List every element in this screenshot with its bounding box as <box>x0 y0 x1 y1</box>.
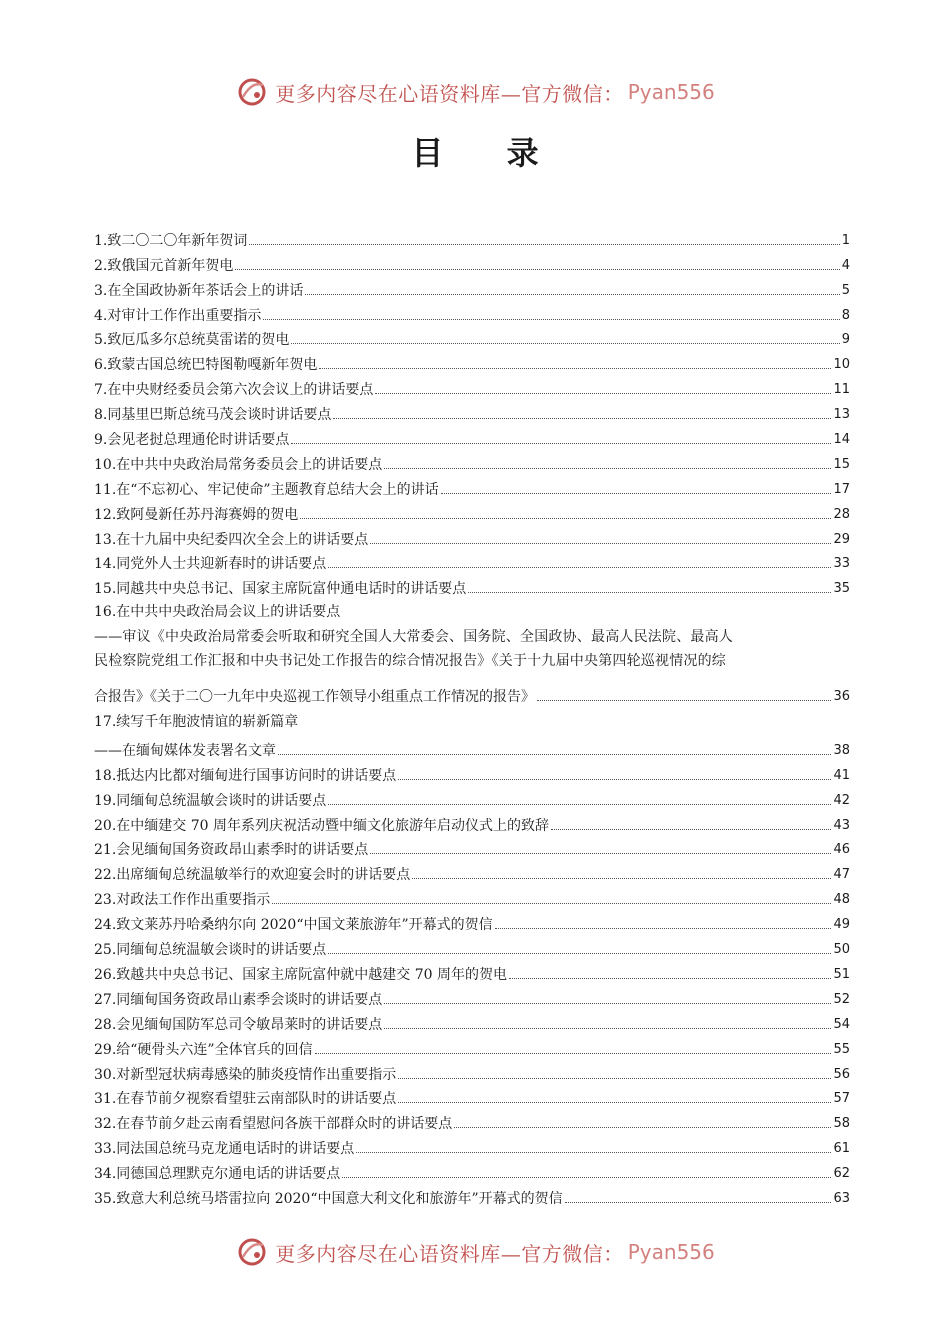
toc-entry-title: 20.在中缅建交 70 周年系列庆祝活动暨中缅文化旅游年启动仪式上的致辞 <box>94 817 549 834</box>
toc-entry-title: 10.在中共中央政治局常务委员会上的讲话要点 <box>94 456 383 473</box>
toc-entry[interactable] <box>94 549 850 574</box>
toc-page-number: 49 <box>833 917 850 933</box>
toc-entry[interactable] <box>94 785 850 810</box>
toc-page-number: 4 <box>841 257 850 273</box>
toc-entry[interactable] <box>94 1183 850 1208</box>
toc-entry[interactable] <box>94 1133 850 1158</box>
leader-dots <box>454 1127 831 1128</box>
leader-dots <box>398 1078 831 1079</box>
toc-page-number: 62 <box>833 1166 850 1182</box>
leader-dots <box>328 953 831 954</box>
leader-dots <box>495 928 832 929</box>
toc-entry-title: 3.在全国政协新年茶话会上的讲话 <box>94 282 304 299</box>
toc-page-number: 41 <box>833 767 850 783</box>
toc-entry[interactable] <box>94 474 850 499</box>
toc-entry[interactable] <box>94 681 850 706</box>
toc-entry[interactable] <box>94 524 850 549</box>
leader-dots <box>370 543 831 544</box>
toc-page-number: 47 <box>833 867 850 883</box>
toc-entry-title: 28.会见缅甸国防军总司令敏昂莱时的讲话要点 <box>94 1016 383 1033</box>
toc-entry[interactable] <box>94 275 850 300</box>
toc-entry[interactable] <box>94 884 850 909</box>
toc-entry-title: 18.抵达内比都对缅甸进行国事访问时的讲话要点 <box>94 767 397 784</box>
toc-entry[interactable] <box>94 1158 850 1183</box>
leader-dots <box>375 393 831 394</box>
toc-page-number: 5 <box>841 282 850 298</box>
toc-entry[interactable] <box>94 1009 850 1034</box>
toc-entry-title: 19.同缅甸总统温敏会谈时的讲话要点 <box>94 792 327 809</box>
toc-entry-title: 22.出席缅甸总统温敏举行的欢迎宴会时的讲话要点 <box>94 867 411 884</box>
toc-entry-17-subtitle: ——在缅甸媒体发表署名文章 <box>94 742 276 759</box>
toc-page-number: 52 <box>833 991 850 1007</box>
toc-entry[interactable] <box>94 810 850 835</box>
leader-dots <box>384 1003 831 1004</box>
toc-page-number: 29 <box>833 531 850 547</box>
leader-dots <box>509 978 831 979</box>
toc-entry[interactable] <box>94 735 850 760</box>
toc-page-number: 61 <box>833 1141 850 1157</box>
toc-entry-title: 13.在十九届中央纪委四次全会上的讲话要点 <box>94 531 369 548</box>
toc-page-number: 42 <box>833 792 850 808</box>
toc-page-number: 38 <box>833 742 850 758</box>
leader-dots <box>291 343 839 344</box>
watermark-id: Pyan556 <box>627 1240 715 1264</box>
leader-dots <box>356 1152 831 1153</box>
watermark-id: Pyan556 <box>627 80 715 104</box>
leader-dots <box>278 754 831 755</box>
watermark-text: 更多内容尽在心语资料库—官方微信： <box>275 1241 624 1266</box>
toc-entry-title: 34.同德国总理默克尔通电话的讲话要点 <box>94 1166 341 1183</box>
toc-entry[interactable] <box>94 499 850 524</box>
toc-entry-16-last-line: 合报告》《关于二〇一九年中央巡视工作领导小组重点工作情况的报告》 <box>94 689 535 706</box>
toc-entry-16-line2: 民检察院党组工作汇报和中央书记处工作报告的综合情况报告》《关于十九届中央第四轮巡视情况的综 <box>94 653 726 670</box>
toc-entry[interactable] <box>94 934 850 959</box>
toc-entry-title: 7.在中央财经委员会第六次会议上的讲话要点 <box>94 382 374 399</box>
leader-dots <box>272 903 831 904</box>
toc-entry-title: 30.对新型冠状病毒感染的肺炎疫情作出重要指示 <box>94 1066 397 1083</box>
toc-page-number: 28 <box>833 506 850 522</box>
toc-entry-title: 26.致越共中央总书记、国家主席阮富仲就中越建交 70 周年的贺电 <box>94 966 507 983</box>
toc-page-number: 54 <box>833 1016 850 1032</box>
toc-entry-title: 23.对政法工作作出重要指示 <box>94 892 271 909</box>
leader-dots <box>319 368 831 369</box>
toc-entry[interactable] <box>94 1034 850 1059</box>
toc-entry[interactable] <box>94 1059 850 1084</box>
leader-dots <box>291 443 831 444</box>
watermark-banner-top <box>0 72 950 112</box>
toc-entry[interactable] <box>94 760 850 785</box>
toc-entry-title: 27.同缅甸国务资政昂山素季会谈时的讲话要点 <box>94 991 383 1008</box>
toc-entry[interactable] <box>94 1108 850 1133</box>
toc-page-number: 17 <box>833 481 850 497</box>
toc-entry[interactable] <box>94 374 850 399</box>
toc-entry-title: 5.致厄瓜多尔总统莫雷诺的贺电 <box>94 332 290 349</box>
leader-dots <box>441 493 832 494</box>
leader-dots <box>370 853 831 854</box>
toc-entry[interactable] <box>94 859 850 884</box>
toc-page-number: 15 <box>833 456 850 472</box>
toc-page-number: 1 <box>841 232 850 248</box>
toc-entry-title: 31.在春节前夕视察看望驻云南部队时的讲话要点 <box>94 1091 397 1108</box>
leader-dots <box>551 829 831 830</box>
leader-dots <box>328 804 831 805</box>
table-of-contents <box>94 225 850 1208</box>
leader-dots <box>263 319 839 320</box>
toc-entry-16-line1: ——审议《中央政治局常委会听取和研究全国人大常委会、国务院、全国政协、最高人民法院、最高人 <box>94 629 733 646</box>
toc-entry-17-heading[interactable]: 17.续写千年胞波情谊的崭新篇章 <box>94 714 299 731</box>
toc-entry-title: 32.在春节前夕赴云南看望慰问各族干部群众时的讲话要点 <box>94 1116 453 1133</box>
toc-entry[interactable] <box>94 984 850 1009</box>
toc-page-number: 36 <box>833 689 850 705</box>
leader-dots <box>384 1028 831 1029</box>
toc-entry-title: 1.致二〇二〇年新年贺词 <box>94 232 248 249</box>
leader-dots <box>249 244 839 245</box>
leader-dots <box>468 592 831 593</box>
toc-page-number: 56 <box>833 1066 850 1082</box>
page-title: 目 录 <box>411 134 565 172</box>
toc-entry[interactable] <box>94 909 850 934</box>
toc-entry[interactable] <box>94 325 850 350</box>
toc-page-number: 63 <box>833 1190 850 1206</box>
toc-entry[interactable] <box>94 300 850 325</box>
toc-page-number: 14 <box>833 432 850 448</box>
toc-entry-title: 14.同党外人士共迎新春时的讲话要点 <box>94 556 327 573</box>
leader-dots <box>235 269 839 270</box>
toc-entry[interactable] <box>94 225 850 250</box>
toc-entry-title: 24.致文莱苏丹哈桑纳尔向 2020“中国文莱旅游年”开幕式的贺信 <box>94 917 493 934</box>
toc-page-number: 43 <box>833 817 850 833</box>
leader-dots <box>333 418 831 419</box>
toc-entry-title: 11.在“不忘初心、牢记使命”主题教育总结大会上的讲话 <box>94 481 439 498</box>
toc-page-number: 13 <box>833 407 850 423</box>
toc-entry[interactable] <box>94 449 850 474</box>
leader-dots <box>328 567 831 568</box>
brush-logo-icon <box>235 75 269 109</box>
toc-entry-title: 33.同法国总统马克龙通电话时的讲话要点 <box>94 1141 355 1158</box>
toc-entry-title: 6.致蒙古国总统巴特图勒嘎新年贺电 <box>94 357 318 374</box>
toc-entry[interactable] <box>94 250 850 275</box>
toc-entry[interactable] <box>94 573 850 598</box>
toc-entry-title: 21.会见缅甸国务资政昂山素季时的讲话要点 <box>94 842 369 859</box>
toc-entry[interactable] <box>94 399 850 424</box>
toc-page-number: 10 <box>833 357 850 373</box>
leader-dots <box>398 779 831 780</box>
toc-entry-title: 8.同基里巴斯总统马茂会谈时讲话要点 <box>94 407 332 424</box>
toc-entry-title: 15.同越共中央总书记、国家主席阮富仲通电话时的讲话要点 <box>94 581 467 598</box>
leader-dots <box>384 468 831 469</box>
toc-page-number: 58 <box>833 1116 850 1132</box>
toc-page-number: 11 <box>833 382 850 398</box>
toc-entry-title: 35.致意大利总统马塔雷拉向 2020“中国意大利文化和旅游年”开幕式的贺信 <box>94 1190 563 1207</box>
toc-page-number: 8 <box>841 307 850 323</box>
leader-dots <box>300 518 831 519</box>
leader-dots <box>565 1202 832 1203</box>
toc-entry-title: 29.给“硬骨头六连”全体官兵的回信 <box>94 1041 313 1058</box>
leader-dots <box>315 1053 832 1054</box>
toc-page-number: 33 <box>833 556 850 572</box>
leader-dots <box>342 1177 831 1178</box>
toc-page-number: 9 <box>841 332 850 348</box>
leader-dots <box>537 700 831 701</box>
toc-entry-title: 2.致俄国元首新年贺电 <box>94 257 234 274</box>
leader-dots <box>398 1102 831 1103</box>
toc-entry-title: 9.会见老挝总理通伦时讲话要点 <box>94 432 290 449</box>
toc-entry[interactable] <box>94 835 850 860</box>
toc-page-number: 50 <box>833 942 850 958</box>
toc-entry-title: 4.对审计工作作出重要指示 <box>94 307 262 324</box>
toc-entry[interactable] <box>94 1084 850 1109</box>
toc-entry-title: 25.同缅甸总统温敏会谈时的讲话要点 <box>94 942 327 959</box>
toc-entry[interactable] <box>94 424 850 449</box>
watermark-banner-bottom <box>0 1232 950 1272</box>
toc-page-number: 35 <box>833 581 850 597</box>
toc-page-number: 51 <box>833 966 850 982</box>
toc-page-number: 46 <box>833 842 850 858</box>
toc-entry-title: 12.致阿曼新任苏丹海赛姆的贺电 <box>94 506 299 523</box>
leader-dots <box>412 878 831 879</box>
toc-page-number: 55 <box>833 1041 850 1057</box>
toc-page-number: 48 <box>833 892 850 908</box>
toc-entry[interactable] <box>94 959 850 984</box>
toc-entry-16-subtitle <box>94 625 850 673</box>
watermark-text: 更多内容尽在心语资料库—官方微信： <box>275 81 624 106</box>
leader-dots <box>305 294 839 295</box>
toc-entry[interactable] <box>94 349 850 374</box>
toc-entry-16-heading[interactable]: 16.在中共中央政治局会议上的讲话要点 <box>94 604 341 621</box>
toc-page-number: 57 <box>833 1091 850 1107</box>
brush-logo-icon <box>235 1235 269 1269</box>
